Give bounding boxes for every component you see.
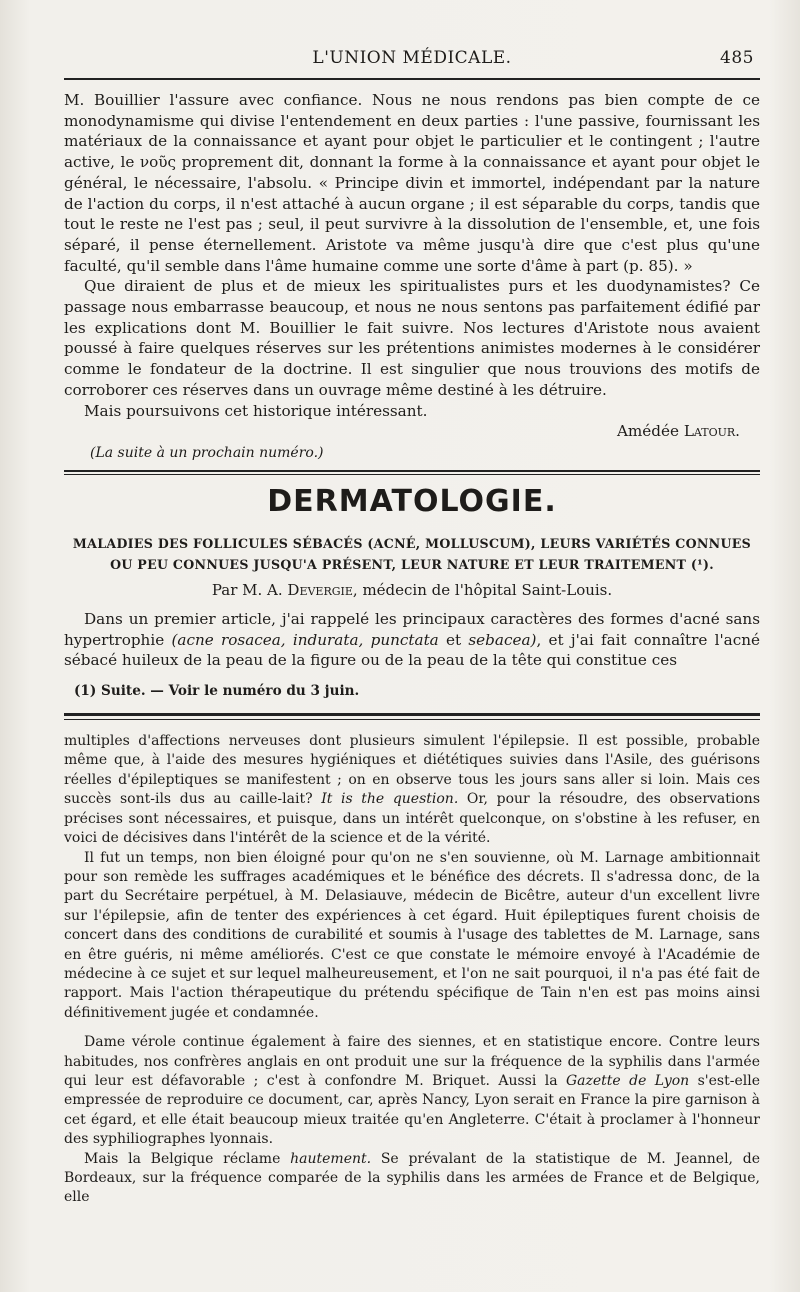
byline-prefix: Par M. A.	[211, 580, 283, 599]
byline-author: Devergie,	[287, 580, 358, 599]
verole-text-b: s'est-elle empressée de reproduire ce document, car, après Nancy, Lyon serait en France la pire garnison à cet égard, et elle était beaucoup mieux traitée qu'en Angleterre. C'était à proclamer à l'honneur des syphiliographes lyonnais.	[64, 1072, 761, 1148]
intro-text-b: et	[438, 630, 469, 649]
article-title-line-2: OU PEU CONNUES JUSQU'A PRÉSENT, LEUR NATURE ET LEUR TRAITEMENT (¹).	[110, 556, 714, 572]
signature-first-name: Amédée	[616, 422, 679, 441]
epilepsie-text-b: Or, pour la résoudre, des observations précises sont nécessaires, et puisque, dans un intérêt quelconque, on s'obstine à les refuser, en voici de décisives dans l'intérêt de la science et de la vérité.	[64, 791, 761, 847]
intro-text-c: , et j'ai fait connaître l'acné sébacé huileux de la peau de la figure ou de la peau de la tête qui constitue ces	[64, 630, 761, 670]
intro-italic-sebacea: sebacea)	[468, 630, 537, 649]
epilepsie-text-a: multiples d'affections nerveuses dont plusieurs simulent l'épilepsie. Il est possible, probable même que, à l'aide des mesures hygiéniques et diététiques suivies dans l'Asile, des guérisons réelles d'épileptiques se manifestent ; on en observe tous les jours sans aller si loin. Mais ces succès sont-ils dus au caille-lait?	[64, 733, 760, 808]
belgique-text-b: Se prévalant de la statistique de M. Jeannel, de Bordeaux, sur la fréquence comparée de la syphilis dans les armées de France et de Belgique, elle	[64, 1150, 760, 1206]
paragraph-larnage: Il fut un temps, non bien éloigné pour qu'on ne s'en souvienne, où M. Larnage ambitionnait pour son remède les suffrages académiques et le bénéfice des décrets. Il s'adressa donc, de la part du Secrétaire perpétuel, à M. Delasiauve, médecin de Bicêtre, auteur d'un excellent livre sur l'épilepsie, afin de tenter des expériences à cet égard. Huit épileptiques furent choisis de concert dans des conditions de curabilité et soumis à l'usage des tablettes de M. Larnage, sans en être guéris, ni même améliorés. C'est ce que constate le mémoire envoyé à l'Académie de médecine à ce sujet et sur lequel malheureusement, et l'on ne sait pourquoi, il n'a pas été fait de rapport. Mais l'action thérapeutique du prétendu spécifique de Tain n'en est pas moins ainsi définitivement jugée et condamnée.	[64, 849, 760, 1021]
article-title	[64, 533, 760, 575]
journal-title: L'UNION MÉDICALE.	[312, 48, 512, 68]
footnote: (1) Suite. — Voir le numéro du 3 juin.	[74, 683, 360, 700]
page-number: 485	[720, 48, 754, 68]
signature-last-name: Latour.	[683, 422, 740, 441]
header-rule	[64, 78, 760, 80]
column-divider	[64, 713, 760, 720]
article-intro-paragraph	[64, 609, 760, 671]
paragraph-verole	[64, 1033, 760, 1149]
article-byline	[64, 579, 760, 601]
intro-italic-terms: (acne rosacea, indurata, punctata	[171, 630, 439, 649]
paragraph-epilepsie	[64, 732, 760, 848]
section-divider	[64, 470, 760, 475]
byline-affiliation: médecin de l'hôpital Saint-Louis.	[362, 580, 613, 599]
paragraph-spiritualistes: Que diraient de plus et de mieux les spiritualistes purs et les duodynamistes? Ce passage nous embarrasse beaucoup, et nous ne nous sentons pas parfaitement édifié par les explications dont M. Bouillier le fait suivre. Nos lectures d'Aristote nous avaient poussé à faire quelques réserves sur les prétentions animistes modernes à le considérer comme le fondateur de la doctrine. Il est singulier que nous trouvions des motifs de corroborer ces réserves dans un ouvrage même destiné à les détruire.	[64, 277, 760, 399]
article-title-line-1: MALADIES DES FOLLICULES SÉBACÉS (ACNÉ, MOLLUSCUM), LEURS VARIÉTÉS CONNUES	[72, 535, 752, 551]
gazette-title: Gazette de Lyon	[565, 1072, 690, 1089]
section-title: DERMATOLOGIE.	[267, 483, 557, 519]
running-head	[64, 48, 760, 72]
epilepsie-italic: It is the question.	[321, 791, 459, 808]
intro-text-a: Dans un premier article, j'ai rappelé les principaux caractères des formes d'acné sans hypertrophie	[64, 609, 760, 649]
belgique-text-a: Mais la Belgique réclame	[84, 1150, 291, 1167]
author-signature	[64, 421, 760, 442]
verole-text-a: Dame vérole continue également à faire des siennes, et en statistique encore. Contre leurs habitudes, nos confrères anglais en ont produit une sur la fréquence de la syphilis dans l'armée qui leur est défavorable ; c'est à confondre M. Briquet. Aussi la	[64, 1034, 760, 1089]
to-be-continued-note: (La suite à un prochain numéro.)	[90, 444, 324, 461]
belgique-italic: hautement.	[290, 1150, 372, 1167]
paragraph-bouillier: M. Bouillier l'assure avec confiance. Nous ne nous rendons pas bien compte de ce monodynamisme qui divise l'entendement en deux parties : l'une passive, fournissant les matériaux de la connaissance et ayant pour objet le particulier et le contingent ; l'autre active, le νοῦς proprement dit, donnant la forme à la connaissance et ayant pour objet le général, le nécessaire, l'absolu. « Principe divin et immortel, indépendant par la nature de l'action du corps, il n'est attaché à aucun organe ; il est séparable du corps, tandis que tout le reste ne l'est pas ; seul, il peut survivre à la dissolution de l'ensemble, et, une fois séparé, il pense éternellement. Aristote va même jusqu'à dire que c'est plus qu'une faculté, qu'il semble dans l'âme humaine comme une sorte d'âme à part (p. 85). »	[64, 91, 760, 275]
paragraph-poursuivons: Mais poursuivons cet historique intéressant.	[84, 401, 428, 420]
paragraph-belgique	[64, 1150, 760, 1208]
